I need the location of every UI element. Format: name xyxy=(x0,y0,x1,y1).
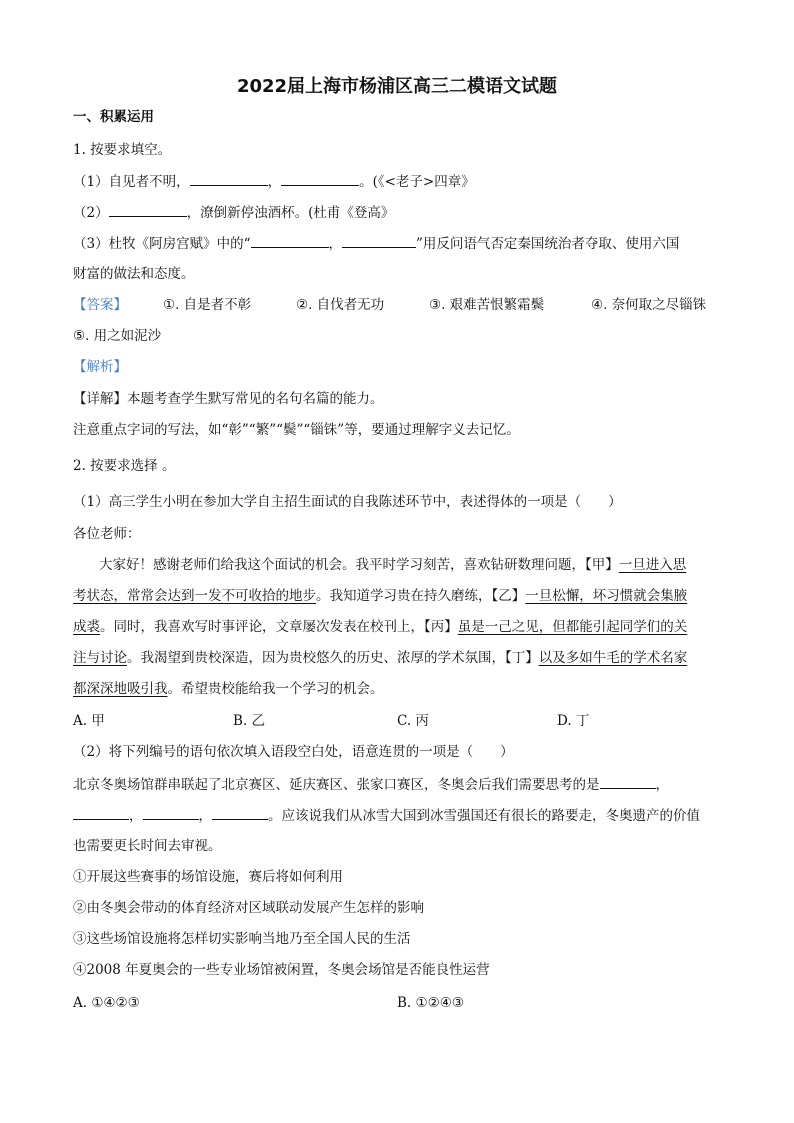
letter-line xyxy=(73,586,720,606)
letter-line xyxy=(73,648,720,668)
answer-item: ③. 艰难苦恨繁霜鬓 xyxy=(429,297,545,313)
text: （3）杜牧《阿房宫赋》中的“ xyxy=(73,236,251,252)
option-d: D. 丁 xyxy=(557,713,590,729)
text: ， xyxy=(267,174,282,190)
list-item: ③这些场馆设施将怎样切实影响当地乃至全国人民的生活 xyxy=(73,931,411,947)
underlined-text: 都深深地吸引我 xyxy=(73,681,168,697)
answer-item: ②. 自伐者无功 xyxy=(296,297,385,313)
underlined-text: 注与讨论 xyxy=(73,650,127,666)
underlined-text: 成裘 xyxy=(73,619,100,635)
answer-item: ①. 自是者不彰 xyxy=(163,297,252,313)
fill-blank xyxy=(281,171,359,186)
fill-blank xyxy=(212,805,268,820)
text: 。同时，我喜欢写时事评论，文章屡次发表在校刊上，【丙】 xyxy=(100,619,458,635)
question-1-part-3-cont: 财富的做法和态度。 xyxy=(73,266,195,282)
text: 大家好！感谢老师们给我这个面试的机会。我平时学习刻苦，喜欢钻研数理问题，【甲】 xyxy=(99,557,619,573)
fill-blank xyxy=(109,202,187,217)
question-2-sub-1: （1）高三学生小明在参加大学自主招生面试的自我陈述环节中，表述得体的一项是（ ） xyxy=(73,494,622,510)
text: 。希望贵校能给我一个学习的机会。 xyxy=(167,681,384,697)
text: ”用反问语气否定秦国统治者夺取、使用六国 xyxy=(416,236,680,252)
option-b: B. 乙 xyxy=(233,713,266,729)
note-text: 注意重点字词的写法，如“彰”“繁”“鬓”“锱铢”等，要通过理解字义去记忆。 xyxy=(73,422,520,438)
letter-salutation: 各位老师： xyxy=(73,526,141,542)
option-a: A. 甲 xyxy=(73,713,105,729)
question-2-stem: 2. 按要求选择 。 xyxy=(73,458,176,474)
question-1-stem: 1. 按要求填空。 xyxy=(73,142,172,158)
section-heading: 一、积累运用 xyxy=(73,109,154,125)
underlined-text: 虽是一己之见，但都能引起同学们的关 xyxy=(457,619,688,635)
fill-blank xyxy=(600,774,656,789)
page-title: 2022届上海市杨浦区高三二模语文试题 xyxy=(236,76,558,97)
analysis-tag: 【解析】 xyxy=(73,359,127,375)
text: ， xyxy=(198,808,212,824)
question-1-part-3 xyxy=(73,233,720,254)
letter-line xyxy=(99,555,720,575)
passage-line: 也需要更长时间去审视。 xyxy=(73,838,222,854)
fill-blank xyxy=(190,171,268,186)
question-1-part-1 xyxy=(73,171,720,192)
underlined-text: 一旦进入思 xyxy=(618,557,687,573)
question-2-sub-2: （2）将下列编号的语句依次填入语段空白处，语意连贯的一项是（ ） xyxy=(73,744,514,760)
text: ， xyxy=(328,236,342,252)
text: ， xyxy=(129,808,143,824)
detail-text: 【详解】本题考查学生默写常见的名句名篇的能力。 xyxy=(73,391,384,407)
answer-item: ⑤. 用之如泥沙 xyxy=(73,328,162,344)
list-item: ④2008 年夏奥会的一些专业场馆被闲置，冬奥会场馆是否能良性运营 xyxy=(73,962,490,978)
underlined-text: 以及多如牛毛的学术名家 xyxy=(538,650,688,666)
text: 。(《<老子>四章》 xyxy=(359,174,475,190)
option-c: C. 丙 xyxy=(397,713,429,729)
answer-tag: 【答案】 xyxy=(73,297,127,313)
list-item: ①开展这些赛事的场馆设施，赛后将如何利用 xyxy=(73,869,343,885)
analysis-tag-row xyxy=(73,357,720,377)
list-item: ②由冬奥会带动的体育经济对区域联动发展产生怎样的影响 xyxy=(73,900,424,916)
option-a: A. ①④②③ xyxy=(73,995,140,1011)
text: 。我渴望到贵校深造，因为贵校悠久的历史、浓厚的学术氛围，【丁】 xyxy=(127,650,539,666)
text: ，潦倒新停浊酒杯。(杜甫《登高》 xyxy=(186,205,395,221)
fill-blank xyxy=(73,805,129,820)
option-b: B. ①②④③ xyxy=(397,995,464,1011)
text: （2） xyxy=(73,205,109,221)
underlined-text: 考状态，常常会达到一发不可收拾的地步 xyxy=(73,588,316,604)
passage-line xyxy=(73,774,720,795)
text: 。我知道学习贵在持久磨练，【乙】 xyxy=(316,588,526,604)
letter-line xyxy=(73,617,720,637)
text: 北京冬奥场馆群串联起了北京赛区、延庆赛区、张家口赛区，冬奥会后我们需要思考的是 xyxy=(73,777,600,793)
text: ， xyxy=(655,777,669,793)
fill-blank xyxy=(251,233,329,248)
question-1-part-2 xyxy=(73,202,720,223)
passage-line xyxy=(73,805,720,826)
fill-blank xyxy=(143,805,199,820)
fill-blank xyxy=(342,233,416,248)
answer-item: ④. 奈何取之尽锱铢 xyxy=(591,297,707,313)
letter-line xyxy=(73,679,720,699)
text: （1）自见者不明， xyxy=(73,174,190,190)
text: 。应该说我们从冰雪大国到冰雪强国还有很长的路要走，冬奥遗产的价值 xyxy=(268,808,700,824)
underlined-text: 一旦松懈，坏习惯就会集腋 xyxy=(525,588,688,604)
